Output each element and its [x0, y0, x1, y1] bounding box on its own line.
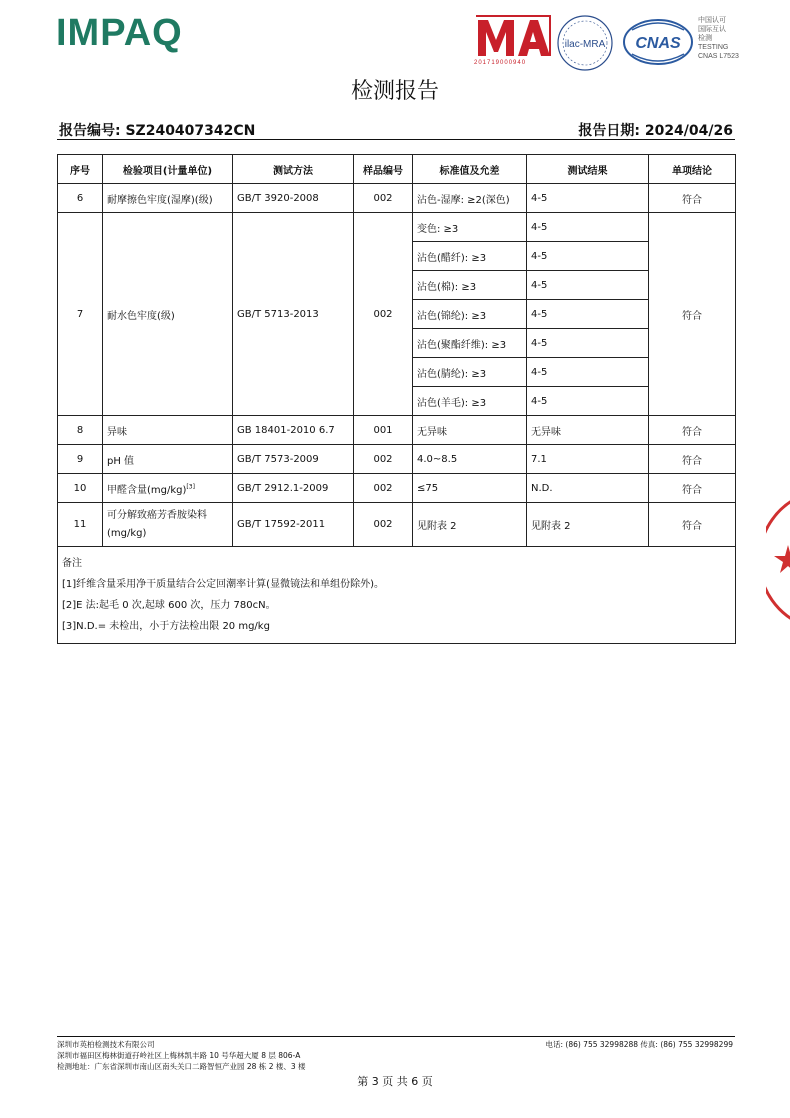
cell-result: 4-5 [527, 184, 649, 213]
cnas-caption-line: TESTING [698, 44, 729, 51]
header-divider [57, 139, 735, 140]
document-title: 检测报告 [350, 79, 439, 104]
cell-result: 见附表 2 [527, 503, 649, 547]
note-line: [2]E 法:起毛 0 次,起球 600 次，压力 780cN。 [62, 600, 276, 611]
footer-divider [57, 1036, 735, 1037]
cell-conclusion: 符合 [649, 474, 736, 503]
cell-standard: 沾色(羊毛): ≥3 [413, 387, 527, 416]
cell-standard: 4.0~8.5 [413, 445, 527, 474]
cell-no: 9 [58, 445, 103, 474]
col-header-method: 测试方法 [233, 155, 354, 184]
cell-standard: 沾色(醋纤): ≥3 [413, 242, 527, 271]
footnote-marker: [3] [186, 483, 195, 491]
cma-number: 201719000940 [474, 60, 527, 66]
certification-marks [472, 12, 762, 74]
impaq-logo: IMPAQ [56, 12, 183, 54]
col-header-item: 检验项目(计量单位) [103, 155, 233, 184]
cell-standard: 沾色(聚酯纤维): ≥3 [413, 329, 527, 358]
report-meta [57, 120, 735, 138]
seal-stamp-icon [766, 490, 790, 630]
cell-sample: 001 [354, 416, 413, 445]
cell-no: 6 [58, 184, 103, 213]
cell-method: GB/T 7573-2009 [233, 445, 354, 474]
cell-no: 11 [58, 503, 103, 547]
cell-sample: 002 [354, 445, 413, 474]
cell-conclusion: 符合 [649, 213, 736, 416]
cell-standard: 沾色(锦纶): ≥3 [413, 300, 527, 329]
cnas-caption [698, 16, 739, 61]
cell-method: GB/T 5713-2013 [233, 213, 354, 416]
cell-result: 7.1 [527, 445, 649, 474]
col-header-no: 序号 [58, 155, 103, 184]
cell-result: 无异味 [527, 416, 649, 445]
cell-item-line: 可分解致癌芳香胺染料 [107, 509, 207, 521]
cnas-caption-line: 国际互认 [698, 26, 726, 33]
footer-company: 深圳市英柏检测技术有限公司 [57, 1040, 155, 1049]
notes-cell [58, 547, 736, 644]
table-row [58, 184, 736, 213]
table-row [58, 213, 736, 242]
cell-sample: 002 [354, 184, 413, 213]
svg-text:ilac-MRA: ilac-MRA [564, 39, 606, 50]
col-header-conclusion: 单项结论 [649, 155, 736, 184]
cell-conclusion: 符合 [649, 416, 736, 445]
notes-row [58, 547, 736, 644]
footer-contact: 电话: (86) 755 32998288 传真: (86) 755 32998299 [545, 1040, 733, 1049]
cell-standard: 沾色-湿摩: ≥2(深色) [413, 184, 527, 213]
table-header-row [58, 155, 736, 184]
cell-item [103, 503, 233, 547]
cell-item-text: 甲醛含量(mg/kg) [107, 484, 187, 496]
col-header-sample: 样品编号 [354, 155, 413, 184]
cell-conclusion: 符合 [649, 445, 736, 474]
table-row [58, 503, 736, 547]
col-header-result: 测试结果 [527, 155, 649, 184]
cell-standard: 沾色(腈纶): ≥3 [413, 358, 527, 387]
cell-result: 4-5 [527, 271, 649, 300]
table-row [58, 445, 736, 474]
cell-item [103, 474, 233, 503]
note-line: [1]纤维含量采用净干质量结合公定回潮率计算(显微镜法和单组份除外)。 [62, 579, 384, 590]
note-line: [3]N.D.= 未检出，小于方法检出限 20 mg/kg [62, 621, 270, 632]
cell-result: 4-5 [527, 300, 649, 329]
cell-item: 异味 [103, 416, 233, 445]
cell-sample: 002 [354, 213, 413, 416]
cell-sample: 002 [354, 503, 413, 547]
report-number: 报告编号: SZ240407342CN [59, 123, 256, 139]
cell-conclusion: 符合 [649, 503, 736, 547]
cell-item: 耐摩擦色牢度(湿摩)(级) [103, 184, 233, 213]
cell-standard: ≤75 [413, 474, 527, 503]
cell-method: GB 18401-2010 6.7 [233, 416, 354, 445]
cell-standard: 无异味 [413, 416, 527, 445]
cnas-caption-line: CNAS L7523 [698, 53, 739, 60]
cnas-caption-line: 中国认可 [698, 17, 726, 24]
cell-result: 4-5 [527, 387, 649, 416]
cell-result: 4-5 [527, 213, 649, 242]
cell-sample: 002 [354, 474, 413, 503]
cell-item: 耐水色牢度(级) [103, 213, 233, 416]
cell-item-line: (mg/kg) [107, 527, 147, 539]
cnas-caption-line: 检测 [698, 35, 712, 42]
cell-conclusion: 符合 [649, 184, 736, 213]
cell-no: 8 [58, 416, 103, 445]
cell-item: pH 值 [103, 445, 233, 474]
page-number: 第 3 页 共 6 页 [357, 1075, 433, 1088]
cell-method: GB/T 17592-2011 [233, 503, 354, 547]
cell-result: 4-5 [527, 358, 649, 387]
cell-result: 4-5 [527, 242, 649, 271]
svg-text:CNAS: CNAS [635, 35, 681, 52]
cell-no: 10 [58, 474, 103, 503]
cell-result: N.D. [527, 474, 649, 503]
col-header-standard: 标准值及允差 [413, 155, 527, 184]
cnas-logo-icon [622, 18, 694, 66]
report-date: 报告日期: 2024/04/26 [578, 123, 733, 139]
cell-no: 7 [58, 213, 103, 416]
cell-method: GB/T 3920-2008 [233, 184, 354, 213]
notes-title: 备注 [62, 558, 82, 569]
cell-standard: 见附表 2 [413, 503, 527, 547]
ilac-mra-icon [556, 14, 614, 72]
table-row [58, 416, 736, 445]
cell-standard: 沾色(棉): ≥3 [413, 271, 527, 300]
footer [57, 1039, 735, 1072]
footer-address: 深圳市福田区梅林街道孖岭社区上梅林凯丰路 10 号华超大厦 8 层 806-A [57, 1051, 301, 1060]
cell-result: 4-5 [527, 329, 649, 358]
table-row [58, 474, 736, 503]
footer-lab-address: 检测地址：广东省深圳市南山区南头关口二路智恒产业园 28 栋 2 楼、3 楼 [57, 1062, 306, 1071]
results-table [57, 154, 736, 644]
cell-method: GB/T 2912.1-2009 [233, 474, 354, 503]
cell-standard: 变色: ≥3 [413, 213, 527, 242]
